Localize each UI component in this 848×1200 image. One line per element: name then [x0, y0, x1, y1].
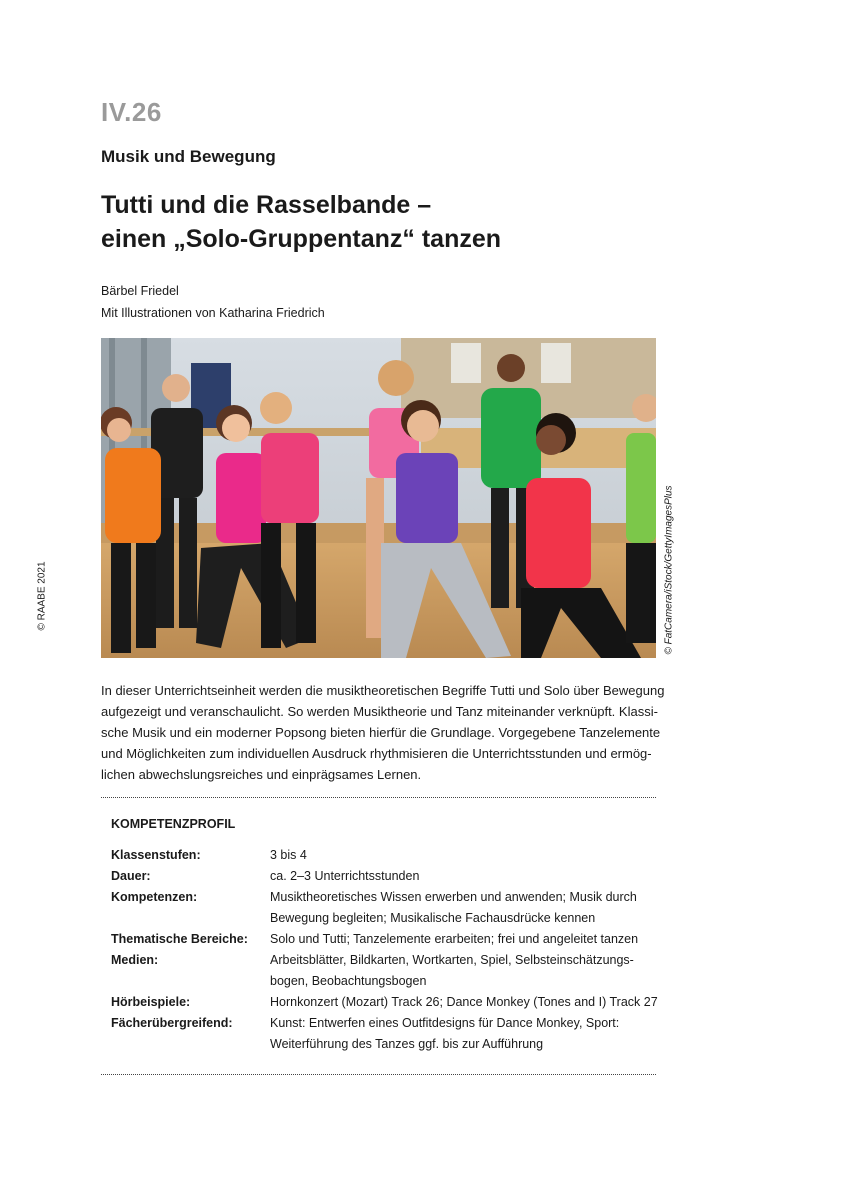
- profile-value-line: bogen, Beobachtungsbogen: [270, 974, 427, 988]
- intro-paragraph: [101, 680, 665, 785]
- profile-label: Thematische Bereiche:: [111, 932, 248, 946]
- kompetenzprofil-table: [111, 845, 656, 1055]
- intro-line: und Möglichkeiten zum individuellen Ausdruck rhythmisieren die Unterrichtsstunden und ermög-: [101, 746, 652, 761]
- title-line-1: Tutti und die Rasselbande –: [101, 191, 432, 219]
- kompetenzprofil-heading: KOMPETENZPROFIL: [111, 817, 236, 831]
- side-copyright: © RAABE 2021: [36, 561, 48, 631]
- profile-label: Hörbeispiele:: [111, 995, 191, 1009]
- author-block: [101, 280, 325, 324]
- dotted-divider-top: [101, 797, 656, 798]
- profile-value-line: Musiktheoretisches Wissen erwerben und anwenden; Musik durch: [270, 890, 637, 904]
- profile-row-kompetenzen: [111, 887, 656, 929]
- profile-label: Dauer:: [111, 869, 151, 883]
- profile-value-line: Arbeitsblätter, Bildkarten, Wortkarten, Spiel, Selbsteinschätzungs-: [270, 953, 634, 967]
- profile-value: [270, 992, 658, 1013]
- intro-line: lichen abwechslungsreiches und einprägsames Lernen.: [101, 767, 422, 782]
- profile-row-dauer: [111, 866, 656, 887]
- intro-line: aufgezeigt und veranschaulicht. So werden Musiktheorie und Tanz miteinander verknüpft. Klassi-: [101, 704, 658, 719]
- intro-line: In dieser Unterrichtseinheit werden die musiktheoretischen Begriffe Tutti und Solo über Bewegung: [101, 683, 665, 698]
- profile-value: [270, 929, 656, 950]
- profile-row-hoerbeispiele: [111, 992, 656, 1013]
- profile-label: Klassenstufen:: [111, 848, 201, 862]
- profile-label: Fächerübergreifend:: [111, 1016, 233, 1030]
- profile-value-line: Hornkonzert (Mozart) Track 26; Dance Monkey (Tones and I) Track 27: [270, 995, 658, 1009]
- page-title: [101, 188, 501, 256]
- profile-row-medien: [111, 950, 656, 992]
- profile-value: [270, 950, 656, 992]
- profile-row-klassenstufen: [111, 845, 656, 866]
- dance-class-photo: [101, 338, 656, 658]
- photo-credit: © FatCamera/iStock/GettyImagesPlus: [663, 485, 675, 655]
- profile-value-line: Bewegung begleiten; Musikalische Fachausdrücke kennen: [270, 911, 596, 925]
- author-name: Bärbel Friedel: [101, 284, 179, 298]
- intro-line: sche Musik und ein moderner Popsong bieten hierfür die Grundlage. Vorgegebene Tanzelemente: [101, 725, 661, 740]
- profile-value: [270, 887, 656, 929]
- profile-value: [270, 866, 656, 887]
- subject-heading: Musik und Bewegung: [101, 147, 276, 166]
- profile-value-line: ca. 2–3 Unterrichtsstunden: [270, 869, 420, 883]
- profile-value-line: Weiterführung des Tanzes ggf. bis zur Aufführung: [270, 1037, 544, 1051]
- profile-label: Kompetenzen:: [111, 890, 198, 904]
- profile-value: [270, 845, 656, 866]
- profile-value-line: Solo und Tutti; Tanzelemente erarbeiten; frei und angeleitet tanzen: [270, 932, 639, 946]
- profile-value-line: Kunst: Entwerfen eines Outfitdesigns für Dance Monkey, Sport:: [270, 1016, 620, 1030]
- title-line-2: einen „Solo-Gruppentanz“ tanzen: [101, 225, 502, 253]
- profile-value: [270, 1013, 656, 1055]
- unit-code: IV.26: [101, 97, 162, 127]
- dotted-divider-bottom: [101, 1074, 656, 1075]
- profile-label: Medien:: [111, 953, 159, 967]
- profile-value-line: 3 bis 4: [270, 848, 307, 862]
- profile-row-faecheruebergreifend: [111, 1013, 656, 1055]
- profile-row-thematische-bereiche: [111, 929, 656, 950]
- illustrator-credit: Mit Illustrationen von Katharina Friedrich: [101, 306, 325, 320]
